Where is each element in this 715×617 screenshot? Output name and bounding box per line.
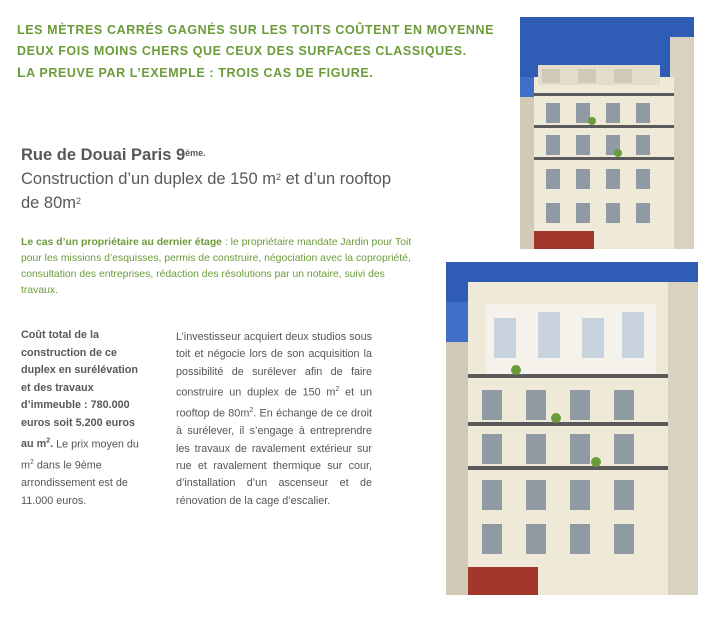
title-line-3-sup: 2 bbox=[76, 196, 82, 206]
intro-line-3 bbox=[17, 62, 497, 84]
case-street bbox=[21, 143, 441, 167]
body-p1: L’investisseur acquiert deux studios sous toit et négocie lors de son acquisition la possibilité de surélever afin de faire construire un duplex de 150 m bbox=[176, 331, 372, 399]
case-title-line-3 bbox=[21, 191, 441, 215]
body-p2: et un rooftop de 80m bbox=[176, 386, 373, 420]
body-paragraph bbox=[176, 329, 372, 510]
title-line-3-a: de 80m bbox=[21, 194, 77, 212]
cost-text-a: Le prix moyen du m bbox=[21, 438, 139, 472]
cost-bold-sup: 2 bbox=[46, 437, 51, 445]
intro-heading bbox=[17, 20, 497, 84]
case-title-line-2 bbox=[21, 167, 441, 191]
cost-bold-end: . bbox=[50, 438, 54, 451]
case-title bbox=[21, 143, 441, 215]
body-p3: . En échange de ce droit à surélever, il s’engage à entreprendre les travaux de ravalement extérieur sur rue et ravalement thermique sur cour, d’installation d’un ascenseur et de rénovation de la cage d’escalier. bbox=[176, 407, 372, 507]
cost-bold bbox=[21, 329, 138, 450]
street-sup: ème. bbox=[185, 148, 206, 158]
case-lead: Le cas d’un propriétaire au dernier étage bbox=[21, 237, 222, 248]
title-line-2-sup: 2 bbox=[276, 172, 282, 182]
case-text: : le propriétaire mandate Jardin pour Toit pour les missions d’esquisses, permis de construire, négociation avec la copropriété, consultation des entreprises, rédaction des résolutions par un notaire, suivi des travaux. bbox=[21, 237, 412, 296]
title-line-2-a: Construction d’un duplex de 150 m bbox=[21, 170, 276, 188]
street-text: Rue de Douai Paris 9 bbox=[21, 146, 186, 164]
intro-line-2: DEUX FOIS MOINS CHERS QUE CEUX DES SURFACES CLASSIQUES. bbox=[17, 44, 467, 58]
building-photo-after bbox=[446, 262, 698, 595]
body-p2-sup: 2 bbox=[249, 407, 254, 415]
cost-text-b: dans le 9ème arrondissement est de 11.000 euros. bbox=[21, 459, 128, 507]
cost-summary bbox=[21, 327, 146, 510]
building-photo-before bbox=[520, 17, 694, 249]
cost-bold-text: Coût total de la construction de ce duplex en surélévation et des travaux d’immeuble : 780.000 euros soit 5.200 euros au m bbox=[21, 329, 138, 451]
case-description bbox=[21, 235, 421, 299]
body-p1-sup: 2 bbox=[335, 386, 340, 394]
title-line-2-b: et d’un rooftop bbox=[281, 170, 392, 188]
intro-line-3-initial: L bbox=[17, 64, 27, 80]
cost-text-sup: 2 bbox=[30, 458, 34, 466]
intro-line-1: LES MÈTRES CARRÉS GAGNÉS SUR LES TOITS COÛTENT EN MOYENNE bbox=[17, 23, 495, 37]
intro-line-3-rest: A PREUVE PAR L’EXEMPLE : TROIS CAS DE FIGURE. bbox=[26, 66, 374, 80]
